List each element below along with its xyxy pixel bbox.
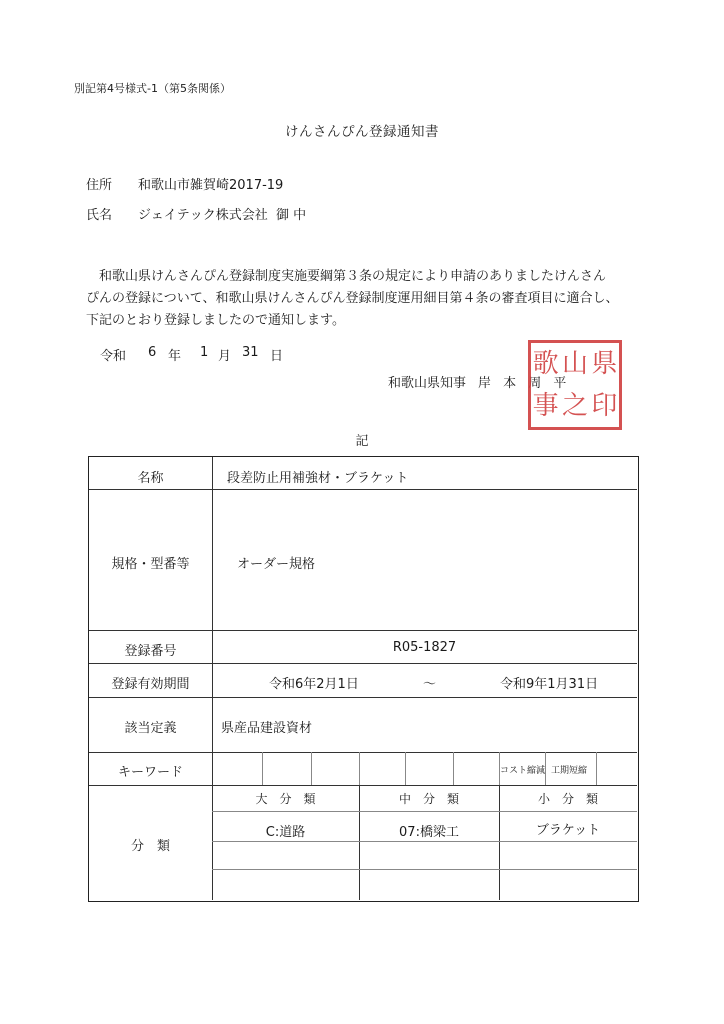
spec-value: オーダー規格	[237, 557, 316, 572]
date-era: 令和	[100, 349, 127, 364]
reg-no-row-label: 登録番号	[124, 644, 177, 659]
body-line: 下記のとおり登録しましたので通知します。	[86, 313, 345, 328]
date-day: 31	[242, 345, 259, 360]
name-row-label: 名称	[137, 471, 164, 486]
validity-to: 令和9年1月31日	[500, 677, 599, 692]
date-month-unit: 月	[218, 349, 232, 364]
validity-row-label: 登録有効期間	[111, 677, 190, 692]
category-major-header: 大 分 類	[255, 792, 316, 806]
ki-heading: 記	[355, 434, 369, 449]
seal-char: 事	[532, 391, 559, 421]
date-year: 6	[148, 345, 157, 360]
keyword-row-label: キーワード	[117, 765, 183, 780]
category-major-value: C:道路	[265, 825, 306, 840]
address-value: 和歌山市雑賀崎2017-19	[138, 178, 284, 193]
validity-from: 令和6年2月1日	[269, 677, 359, 692]
seal-char: 印	[591, 391, 618, 421]
form-number: 別記第4号様式-1（第5条関係）	[74, 82, 231, 95]
definition-value: 県産品建設資材	[221, 721, 313, 736]
document-title: けんさんぴん登録通知書	[285, 124, 439, 140]
category-minor-header: 小 分 類	[537, 792, 598, 806]
recipient-name: ジェイテック株式会社	[138, 208, 268, 223]
category-middle-value: 07:橋梁工	[399, 825, 459, 840]
keyword-tag: コスト縮減	[500, 766, 546, 776]
seal-char: 県	[591, 349, 618, 379]
body-line: ぴんの登録について、和歌山県けんさんぴん登録制度運用細目第４条の審査項目に適合し、	[86, 291, 619, 306]
registration-table	[88, 456, 639, 902]
address-label: 住所	[86, 178, 113, 193]
date-month: 1	[200, 345, 209, 360]
date-day-unit: 日	[270, 349, 284, 364]
date-year-unit: 年	[168, 349, 182, 364]
seal-char: 山	[562, 349, 589, 379]
issuer-title: 和歌山県知事	[388, 376, 467, 391]
category-minor-value: ブラケット	[535, 823, 601, 838]
category-row-label: 分 類	[130, 839, 170, 854]
seal-char: 歌	[532, 349, 559, 379]
name-label: 氏名	[86, 208, 113, 223]
honorific: 御 中	[276, 208, 307, 223]
keyword-tag: 工期短縮	[551, 766, 588, 776]
seal-char: 之	[562, 391, 589, 421]
body-line: 和歌山県けんさんぴん登録制度実施要綱第３条の規定により申請のありましたけんさん	[99, 269, 607, 284]
category-middle-header: 中 分 類	[398, 792, 459, 806]
spec-row-label: 規格・型番等	[111, 557, 190, 572]
notice-body	[86, 266, 646, 332]
validity-separator: ～	[423, 677, 437, 692]
issuer-name: 岸 本 周 平	[478, 376, 571, 391]
product-name: 段差防止用補強材・ブラケット	[227, 471, 409, 486]
registration-number: R05-1827	[392, 640, 457, 655]
official-seal	[528, 340, 622, 430]
definition-row-label: 該当定義	[124, 721, 177, 736]
